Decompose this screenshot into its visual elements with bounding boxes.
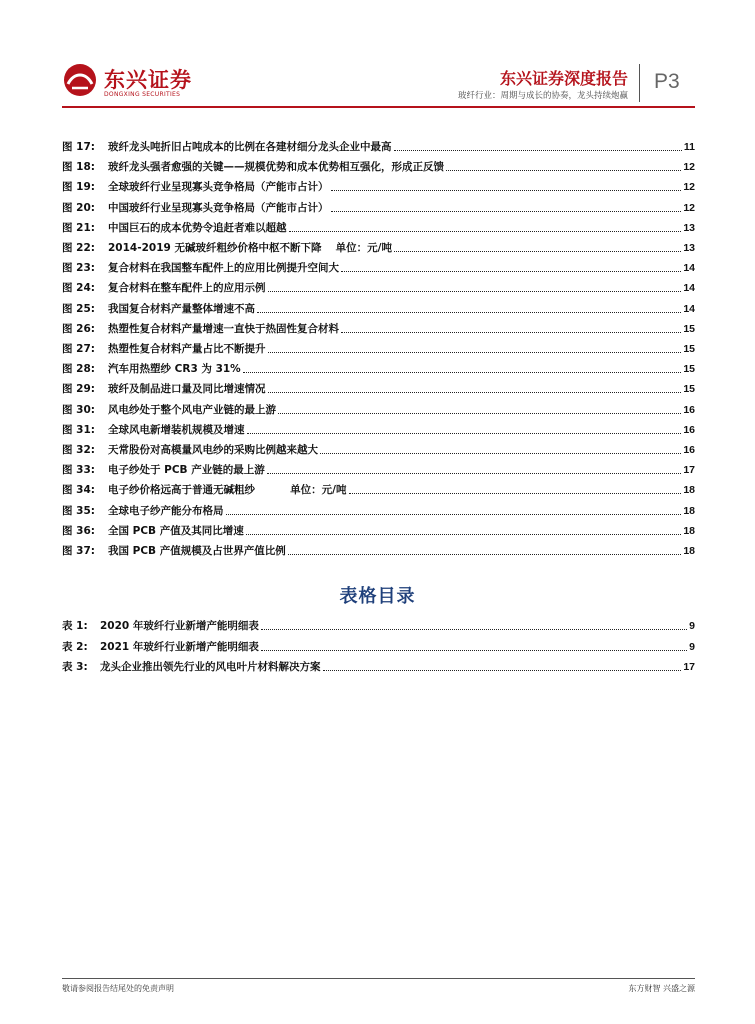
figure-entry[interactable] (62, 477, 695, 497)
table-entry-title: 2021 年玻纤行业新增产能明细表 (100, 640, 259, 653)
figure-entry-title: 全球电子纱产能分布格局 (108, 504, 224, 517)
dot-leader (278, 413, 681, 414)
figure-entry-title: 中国巨石的成本优势令追赶者难以超越 (108, 221, 287, 234)
figure-entry-number: 图 33: (62, 464, 95, 477)
figure-entry[interactable] (62, 336, 695, 356)
figure-entry[interactable] (62, 255, 695, 275)
table-entry[interactable] (62, 634, 695, 654)
header-rule (62, 106, 695, 108)
dot-leader (226, 514, 682, 515)
figure-entry-page: 14 (683, 282, 695, 295)
dot-leader (261, 650, 687, 651)
figure-entry-title: 玻纤龙头吨折旧占吨成本的比例在各建材细分龙头企业中最高 (108, 141, 392, 153)
footer-slogan: 东方财智 兴盛之源 (628, 984, 695, 993)
figure-entry[interactable] (62, 296, 695, 316)
figure-entry-title: 我国复合材料产量整体增速不高 (108, 302, 255, 315)
footer-rule (62, 978, 695, 979)
table-entry-title: 2020 年玻纤行业新增产能明细表 (100, 620, 259, 632)
figure-entry-number: 图 34: (62, 484, 95, 497)
table-entry-page: 9 (689, 620, 695, 632)
figure-entry-page: 12 (683, 181, 695, 194)
figure-entry-number: 图 29: (62, 383, 95, 396)
figure-entry-page: 18 (683, 484, 695, 497)
figure-entry-page: 18 (683, 545, 695, 557)
figure-entry-page: 15 (683, 363, 695, 376)
logo-mark-icon (62, 62, 98, 98)
dot-leader (246, 534, 682, 535)
figure-entry-title: 汽车用热塑纱 CR3 为 31% (108, 363, 241, 376)
figure-entry-title: 中国玻纤行业呈现寡头竞争格局（产能市占计） (108, 201, 329, 214)
table-entry-page: 17 (683, 661, 695, 673)
figure-entry-title: 电子纱价格远高于普通无碱粗纱 单位：元/吨 (108, 484, 347, 497)
figure-entry-title: 电子纱处于 PCB 产业链的最上游 (108, 464, 265, 477)
page-header (0, 0, 755, 110)
company-logo (62, 60, 192, 104)
figure-entry-number: 图 24: (62, 282, 95, 295)
dot-leader (349, 493, 682, 494)
footer-disclaimer: 敬请参阅报告结尾处的免责声明 (62, 984, 174, 993)
dot-leader (320, 453, 681, 454)
figure-entry[interactable] (62, 518, 695, 538)
dot-leader (331, 211, 682, 212)
report-subtitle: 玻纤行业：周期与成长的协奏，龙头持续炮赢 (457, 91, 628, 101)
figure-entry-number: 图 26: (62, 322, 95, 335)
logo-english-name: DONGXING SECURITIES (104, 91, 181, 98)
figure-entry-title: 2014-2019 无碱玻纤粗纱价格中枢不断下降 单位：元/吨 (108, 242, 392, 254)
figure-entry[interactable] (62, 417, 695, 437)
figure-entry-page: 12 (683, 201, 695, 214)
figure-entry-page: 14 (683, 302, 695, 315)
figure-entry-number: 图 18: (62, 161, 95, 174)
dot-leader (394, 150, 682, 151)
figure-entry[interactable] (62, 215, 695, 235)
header-divider (639, 64, 640, 102)
figure-entry-number: 图 30: (62, 403, 95, 416)
figure-entry[interactable] (62, 498, 695, 518)
figure-entry-page: 16 (683, 423, 695, 436)
figure-entry[interactable] (62, 376, 695, 396)
figure-entry-title: 复合材料在整车配件上的应用示例 (108, 282, 266, 295)
dot-leader (323, 670, 682, 671)
figure-entry[interactable] (62, 437, 695, 457)
figure-entry-number: 图 36: (62, 524, 95, 537)
figure-entry-number: 图 27: (62, 343, 95, 355)
figure-entry[interactable] (62, 174, 695, 194)
figure-entry[interactable] (62, 195, 695, 215)
figure-entry-number: 图 19: (62, 181, 95, 194)
figure-entry-title: 玻纤及制品进口量及同比增速情况 (108, 383, 266, 396)
dot-leader (268, 291, 682, 292)
figure-entry-page: 18 (683, 504, 695, 517)
dot-leader (268, 392, 682, 393)
figure-entry-number: 图 22: (62, 242, 95, 254)
figure-entry-title: 天常股份对高模量风电纱的采购比例越来越大 (108, 444, 318, 456)
figure-entry-title: 全球风电新增装机规模及增速 (108, 423, 245, 436)
figure-entry-page: 18 (683, 524, 695, 537)
figure-entry-title: 我国 PCB 产值规模及占世界产值比例 (108, 545, 286, 557)
tables-section-title: 表格目录 (339, 586, 416, 607)
figure-entry[interactable] (62, 397, 695, 417)
figure-entry-number: 图 20: (62, 201, 95, 214)
figure-entry-page: 14 (683, 262, 695, 275)
figure-entry[interactable] (62, 457, 695, 477)
figure-entry-page: 16 (683, 403, 695, 416)
dot-leader (247, 433, 682, 434)
dot-leader (267, 473, 682, 474)
table-entry-page: 9 (689, 640, 695, 653)
figure-entry-title: 热塑性复合材料产量增速一直快于热固性复合材料 (108, 322, 339, 335)
dot-leader (289, 231, 682, 232)
figure-entry-page: 13 (683, 221, 695, 234)
figure-entry[interactable] (62, 275, 695, 295)
figure-entry-title: 风电纱处于整个风电产业链的最上游 (108, 403, 276, 416)
figure-entry-page: 16 (683, 444, 695, 456)
table-entry-title: 龙头企业推出领先行业的风电叶片材料解决方案 (100, 661, 321, 673)
table-entry[interactable] (62, 613, 695, 633)
figure-entry-page: 15 (683, 383, 695, 396)
figure-entry-number: 图 28: (62, 363, 95, 376)
figure-entry[interactable] (62, 316, 695, 336)
dot-leader (331, 190, 682, 191)
dot-leader (394, 251, 681, 252)
table-entry-number: 表 1: (62, 620, 88, 632)
figure-entry-number: 图 23: (62, 262, 95, 275)
page-number: P3 (654, 70, 680, 93)
dot-leader (261, 629, 687, 630)
dot-leader (257, 312, 681, 313)
figure-entry-page: 13 (683, 242, 695, 254)
figure-entry-page: 12 (683, 161, 695, 174)
table-entry-number: 表 2: (62, 640, 88, 653)
figure-entry-page: 11 (683, 141, 695, 153)
figure-entry-number: 图 17: (62, 141, 95, 153)
figure-entry-number: 图 35: (62, 504, 95, 517)
dot-leader (268, 352, 682, 353)
figure-entry-title: 玻纤龙头强者愈强的关键——规模优势和成本优势相互强化，形成正反馈 (108, 161, 444, 174)
dot-leader (341, 271, 681, 272)
logo-chinese-name: 东兴证券 (104, 68, 192, 92)
figure-entry-number: 图 37: (62, 545, 95, 557)
figure-entry[interactable] (62, 538, 695, 558)
figure-entry-title: 热塑性复合材料产量占比不断提升 (108, 343, 266, 355)
figure-entry[interactable] (62, 356, 695, 376)
report-title: 东兴证券深度报告 (499, 69, 628, 88)
figure-entry[interactable] (62, 154, 695, 174)
figure-entry-title: 全国 PCB 产值及其同比增速 (108, 524, 244, 537)
figure-entry-number: 图 25: (62, 302, 95, 315)
dot-leader (341, 332, 681, 333)
table-entry[interactable] (62, 654, 695, 674)
figure-entry-number: 图 21: (62, 221, 95, 234)
dot-leader (243, 372, 682, 373)
dot-leader (288, 554, 682, 555)
figure-entry-number: 图 31: (62, 423, 95, 436)
figure-entry[interactable] (62, 134, 695, 154)
figure-entry-page: 17 (683, 464, 695, 477)
figure-entry-page: 15 (683, 343, 695, 355)
figure-entry-number: 图 32: (62, 444, 95, 456)
table-entry-number: 表 3: (62, 661, 88, 673)
figure-entry-title: 复合材料在我国整车配件上的应用比例提升空间大 (108, 262, 339, 275)
figure-entry[interactable] (62, 235, 695, 255)
figure-entry-title: 全球玻纤行业呈现寡头竞争格局（产能市占计） (108, 181, 329, 194)
figure-entry-page: 15 (683, 322, 695, 335)
dot-leader (446, 170, 681, 171)
